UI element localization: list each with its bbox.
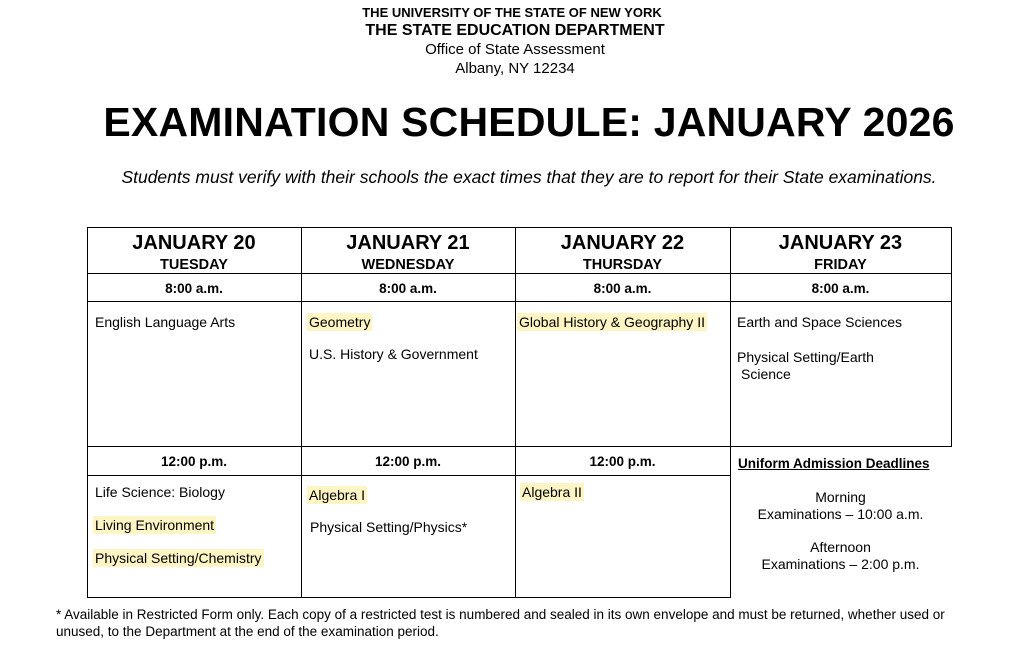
deadline-afternoon-time: Examinations – 2:00 p.m. xyxy=(761,556,920,572)
day-date: JANUARY 20 xyxy=(132,232,256,254)
day-weekday: WEDNESDAY xyxy=(361,257,455,273)
deadline-morning-label: Morning xyxy=(815,489,866,505)
exam-item: U.S. History & Government xyxy=(309,346,478,362)
table-border-bottom xyxy=(87,597,730,598)
exam-item: Algebra I xyxy=(309,487,366,503)
day-weekday: THURSDAY xyxy=(582,257,663,273)
table-border-top xyxy=(87,227,952,228)
afternoon-time: 12:00 p.m. xyxy=(374,454,442,469)
table-border-right xyxy=(951,227,952,447)
morning-time: 8:00 a.m. xyxy=(165,281,223,296)
exam-item: Geometry xyxy=(309,314,371,330)
footnote: * Available in Restricted Form only. Each copy of a restricted test is numbered and sealed in its own envelope and must be returned, whether used or unused, to the Department at the end of the examination period. xyxy=(56,607,945,639)
exam-item: English Language Arts xyxy=(95,314,236,330)
deadline-afternoon-label: Afternoon xyxy=(810,539,871,555)
day-weekday: TUESDAY xyxy=(160,257,228,273)
exam-item: Global History & Geography II xyxy=(519,314,705,330)
morning-time: 8:00 a.m. xyxy=(593,281,652,296)
day-weekday: FRIDAY xyxy=(814,257,867,273)
exam-item: Science xyxy=(741,366,791,382)
exam-item: Physical Setting/Earth xyxy=(737,349,874,365)
table-rule xyxy=(87,475,730,476)
page-subtitle: Students must verify with their schools the exact times that they are to report for their State examinations. xyxy=(121,167,937,187)
morning-time: 8:00 a.m. xyxy=(379,281,437,296)
department-name: THE STATE EDUCATION DEPARTMENT xyxy=(365,22,665,39)
office-address: Albany, NY 12234 xyxy=(455,60,575,77)
university-name: THE UNIVERSITY OF THE STATE OF NEW YORK xyxy=(362,5,662,20)
afternoon-time: 12:00 p.m. xyxy=(160,454,228,469)
exam-item: Earth and Space Sciences xyxy=(737,314,902,330)
table-rule xyxy=(87,446,952,447)
day-date: JANUARY 21 xyxy=(346,232,470,254)
exam-item: Physical Setting/Physics* xyxy=(310,519,468,535)
exam-item: Living Environment xyxy=(95,517,215,533)
exam-item: Algebra II xyxy=(522,484,582,500)
deadlines-title: Uniform Admission Deadlines xyxy=(738,456,930,471)
exam-item: Physical Setting/Chemistry xyxy=(95,550,262,566)
office-name: Office of State Assessment xyxy=(425,41,605,58)
deadline-morning-time: Examinations – 10:00 a.m. xyxy=(757,506,924,522)
afternoon-time: 12:00 p.m. xyxy=(589,454,656,469)
exam-item: Life Science: Biology xyxy=(95,484,225,500)
day-date: JANUARY 22 xyxy=(560,232,685,254)
morning-time: 8:00 a.m. xyxy=(811,281,870,296)
day-date: JANUARY 23 xyxy=(778,232,903,254)
table-rule xyxy=(87,273,952,274)
page-title: EXAMINATION SCHEDULE: JANUARY 2026 xyxy=(103,99,955,145)
table-rule xyxy=(87,301,952,302)
